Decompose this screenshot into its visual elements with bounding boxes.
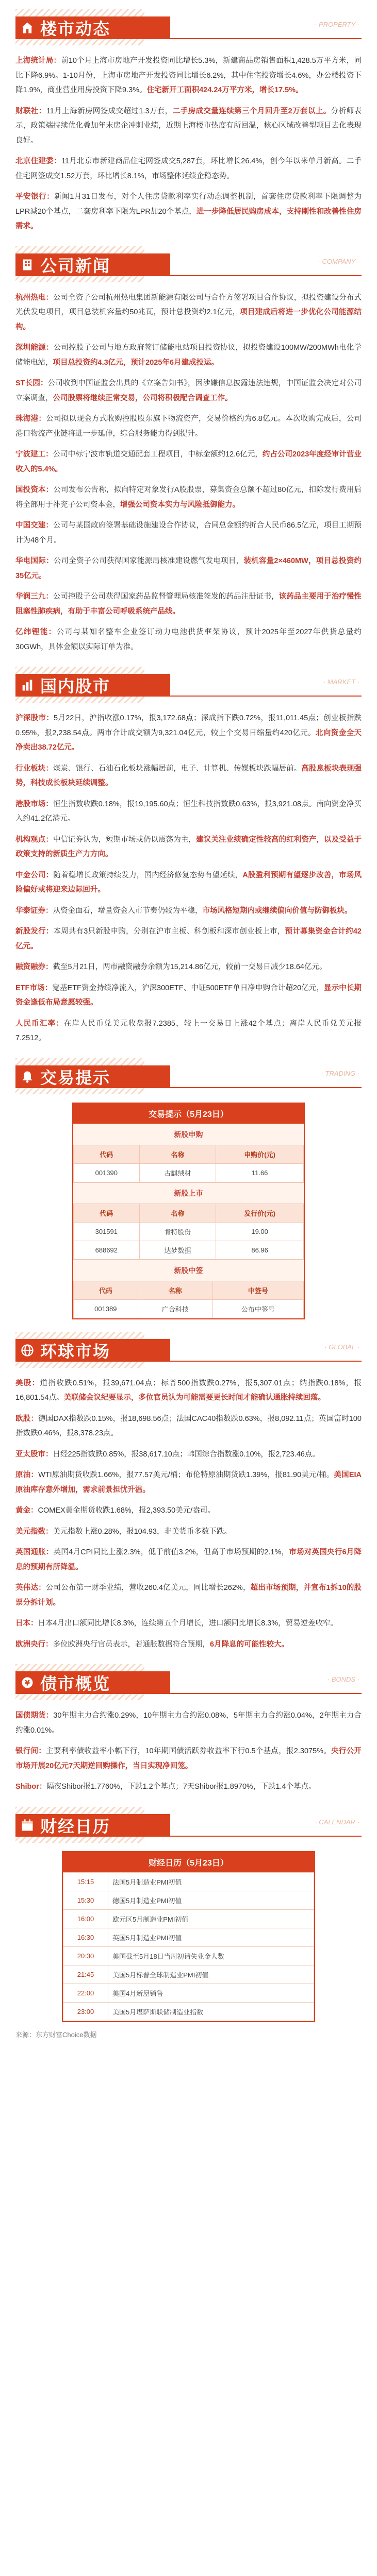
section-header [15,667,362,703]
news-text: 美元指数上涨0.28%，报104.93，非美货币多数下跌。 [53,1527,232,1536]
news-paragraph [15,1376,362,1405]
chart-icon [19,676,36,694]
news-source: 行业板块： [15,764,53,773]
news-text: 主要利率债收益率小幅下行，10年期国债活跃券收益率下行0.5个基点，报2.3075%。 [46,1747,332,1755]
header-rule [170,1087,362,1088]
section-company [15,246,362,655]
news-text: 公司拟以现金方式收购控股股东旗下物流资产，交易价格约为6.8亿元。本次收购完成后，公司港口物流产业链将进一步延伸，综合服务能力得到提升。 [15,415,362,438]
news-highlight: 装机容量2×460MW，项目总投资约35亿元。 [15,557,362,580]
table-cell: 001390 [74,1163,140,1182]
news-text: COMEX黄金期货收跌1.68%，报2,393.50美元/盎司。 [38,1506,215,1515]
news-source: 美元指数： [15,1527,53,1536]
news-highlight: 该药品主要用于治疗慢性阻塞性肺疾病，有助于丰富公司呼吸系统产品线。 [15,592,362,616]
calendar-time: 16:00 [63,1909,108,1928]
table-header-cell: 发行价(元) [216,1204,304,1222]
news-text: 分析师表示，政策端持续优化叠加年末房企冲刺业绩，近期上海楼市热度有所回温，核心区域改善型项目去化表现良好。 [15,107,362,145]
table-row [74,1222,304,1241]
news-paragraph [15,291,362,335]
news-source: 杭州热电： [15,293,53,302]
news-highlight: 住宅新开工面积424.24万平方米，增长17.5%。 [146,86,303,94]
news-source: 亚太股市： [15,1450,53,1459]
news-highlight: 超出市场预期，并宣布1拆10的股票分拆计划。 [15,1584,362,1607]
bell-icon [19,1068,36,1086]
news-source: 平安银行： [15,193,55,201]
table-cell: 301591 [74,1222,140,1241]
news-paragraph [15,1412,362,1441]
header-rule [170,1693,362,1694]
news-highlight: 增强公司资本实力与风险抵御能力。 [120,500,240,509]
table-row [74,1241,304,1259]
news-text: 公司控股子公司与地方政府签订储能电站项目投资协议，拟投资建设100MW/200MWh电化学储能电站， [15,344,362,367]
news-paragraph [15,761,362,791]
news-source: 中国交建： [15,521,54,530]
news-source: Shibor： [15,1783,47,1791]
calendar-time: 15:30 [63,1891,108,1909]
calendar-row [63,1984,314,2002]
news-highlight: 项目总投资约4.3亿元，预计2025年6月建成投运。 [53,358,219,367]
section-title: 公司新闻 [40,256,111,275]
news-paragraph [15,1545,362,1574]
table-cell: 688692 [74,1241,140,1259]
news-paragraph [15,711,362,755]
header-bar [15,253,170,276]
news-source: 英国通胀： [15,1548,54,1556]
header-rule [170,696,362,697]
news-text: 公司收到中国证监会出具的《立案告知书》，因涉嫌信息披露违法违规，中国证监会决定对公司立案调查， [15,379,362,402]
news-paragraph [15,341,362,370]
coin-icon [19,1674,36,1691]
news-paragraph [15,483,362,512]
news-text: 日本4月出口额同比增长8.3%，连续第五个月增长，进口额同比增长8.3%，贸易逆差收窄。 [38,1619,338,1628]
section-title: 交易提示 [40,1068,111,1087]
news-source: ST长园： [15,379,48,387]
section-en-label: · PROPERTY · [315,21,359,28]
section-header [15,1332,362,1368]
calendar-time: 23:00 [63,2002,108,2021]
table-header-row [74,1204,304,1222]
calendar-event: 英国5月制造业PMI初值 [108,1928,314,1946]
calendar-box [62,1851,315,2022]
table-header-cell: 名称 [139,1204,216,1222]
news-paragraph [15,797,362,826]
calendar-event: 美国5月堪萨斯联储制造业指数 [108,2002,314,2021]
section-en-label: · TRADING · [321,1069,359,1077]
source-footer: 来源：东方财富Choice数据 [15,2030,97,2039]
svg-text:¥: ¥ [25,1679,30,1688]
news-paragraph [15,904,362,919]
calendar-table [63,1872,314,2021]
section-title: 债市概览 [40,1674,111,1693]
news-paragraph [15,1468,362,1497]
table-cell: 001389 [74,1299,138,1318]
news-source: 欧股： [15,1414,39,1423]
news-text: 新闻1月31日发布，对个人住房贷款利率实行动态调整机制，首套住房贷款利率下限调整为LPR减20个基点，二套房利率下限为LPR加20个基点， [15,193,362,216]
news-source: 银行间： [15,1747,46,1755]
calendar-time: 16:30 [63,1928,108,1946]
header-bar [15,1671,170,1694]
news-text: 公司全资子公司获得国家能源局核准建设燃气发电项目， [53,557,244,565]
news-highlight: 美联储会议纪要显示，多位官员认为可能需要更长时间才能确认通胀持续回落。 [63,1394,326,1402]
table-cell: 公布中签号 [212,1299,303,1318]
globe-icon [19,1342,36,1359]
news-source: 北京住建委： [15,157,61,165]
news-source: 珠海港： [15,415,46,423]
section-trading [15,1058,362,1319]
news-highlight: 进一步降低居民购房成本，支持刚性和改善性住房需求。 [15,207,362,230]
news-text: 公司与某国政府签署基础设施建设合作协议，合同总金额约折合人民币86.5亿元，项目工期预计为48个月。 [15,521,362,545]
section-header [15,1664,362,1700]
calendar-time: 21:45 [63,1965,108,1984]
news-text: 道指收跌0.51%，报39,671.04点；标普500指数跌0.27%，报5,307.01点；纳指跌0.18%，报16,801.54点。 [15,1379,362,1402]
news-text: 恒生指数收跌0.18%，报19,195.60点；恒生科技指数跌0.63%，报3,921.08点。南向资金净买入约41.2亿港元。 [15,800,362,823]
news-highlight: 公司股票将继续正常交易，公司将积极配合调查工作。 [53,394,233,402]
news-text: 本周共有3只新股申购，分别在沪市主板、科创板和深市创业板上市， [53,927,285,936]
header-bar [15,16,170,39]
news-highlight: 市场风格短期内或继续偏向价值与防御板块。 [202,906,352,915]
news-paragraph [15,1581,362,1610]
news-text: 11月北京市新建商品住宅网签成交5,287套，环比增长26.4%，创今年以来单月新高。二手住宅网签成交1.52万套，环比增长8.1%，市场整体延续企稳态势。 [15,157,362,180]
news-paragraph [15,1503,362,1518]
header-rule [170,1361,362,1362]
calendar-row [63,1965,314,1984]
news-paragraph [15,104,362,148]
news-highlight: 显示中长期资金逢低布局意愿较强。 [15,984,362,1007]
section-title: 财经日历 [40,1817,111,1836]
news-highlight: 约占公司2023年度经审计营业收入的5.4%。 [15,450,362,473]
news-highlight: 预计募集资金合计约42亿元。 [15,927,362,951]
news-paragraph [15,54,362,98]
news-text: 公司与某知名整车企业签订动力电池供货框架协议，预计2025年至2027年供货总量约30GWh，具体金额以实际订单为准。 [15,628,362,651]
trading-tips-box [72,1103,305,1319]
news-source: ETF市场： [15,984,53,992]
news-text: 前10个月上海市房地产开发投资同比增长5.3%，新建商品房销售面积1,428.5万平方米，同比下降6.9%。1-10月份，上海市房地产开发投资同比增长6.2%，其中住宅投资增长4.6%，办公楼投资下降1.9%，商业营业用房投资下降9.3%。 [15,57,362,94]
header-bar [15,1065,170,1088]
news-paragraph [15,960,362,975]
header-rule [170,38,362,39]
news-highlight: 项目建成后将进一步优化公司能源结构。 [15,308,362,331]
news-text: 从资金面看，增量资金入市节奏仍较为平稳， [53,906,203,915]
section-property [15,9,362,234]
table-header-cell: 申购价(元) [216,1145,304,1163]
calendar-event: 德国5月制造业PMI初值 [108,1891,314,1909]
trading-table [73,1281,304,1318]
trading-table [73,1204,304,1260]
news-text: 截至5月21日，两市融资融券余额为15,214.86亿元，较前一交易日减少18.64亿元。 [53,963,327,971]
news-paragraph [15,625,362,654]
table-cell: 肯特股份 [139,1222,216,1241]
table-header-row [74,1281,304,1299]
news-paragraph [15,868,362,897]
news-source: 英伟达： [15,1584,46,1592]
news-text: 煤炭、银行、石油石化板块涨幅居前，电子、计算机、传媒板块跌幅居前。 [53,764,302,773]
calendar-row [63,1928,314,1946]
table-row [74,1163,304,1182]
calendar-event: 美国4月新屋销售 [108,1984,314,2002]
table-row [74,1299,304,1318]
news-highlight: 美国EIA原油库存意外增加，需求前景担忧升温。 [15,1471,362,1494]
article-root [15,9,362,2039]
news-text: 公司控股子公司获得国家药品监督管理局核准签发的药品注册证书， [53,592,279,601]
calendar-event: 美国5月标普全球制造业PMI初值 [108,1965,314,1984]
news-text: 在岸人民币兑美元收盘报7.2385，较上一交易日上涨42个基点；离岸人民币兑美元报7.2512。 [15,1019,362,1042]
trading-tips-caption: 交易提示（5月23日） [73,1104,304,1124]
news-paragraph [15,1524,362,1539]
news-text: 日经225指数跌0.85%，报38,617.10点；韩国综合指数涨0.10%，报2,723.46点。 [53,1450,320,1459]
news-paragraph [15,589,362,619]
news-text: 随着稳增长政策持续发力，国内经济修复态势有望延续， [53,871,243,879]
section-en-label: · COMPANY · [318,257,359,265]
news-highlight: 北向资金全天净卖出38.72亿元。 [15,728,362,752]
calendar-row [63,1946,314,1965]
news-source: 美股： [15,1379,40,1387]
news-source: 原油： [15,1471,39,1479]
news-paragraph [15,518,362,548]
table-header-cell: 名称 [139,1145,216,1163]
trading-table [73,1145,304,1182]
header-bar [15,1339,170,1362]
section-en-label: · GLOBAL · [324,1343,359,1351]
news-paragraph [15,981,362,1010]
news-source: 国投资本： [15,486,54,494]
news-source: 日本： [15,1619,38,1628]
news-source: 上海统计局： [15,57,61,65]
table-cell: 古麒绒材 [139,1163,216,1182]
section-header [15,1807,362,1843]
news-source: 宁波建工： [15,450,53,459]
calendar-event: 欧元区5月制造业PMI初值 [108,1909,314,1928]
news-source: 新股发行： [15,927,54,936]
calendar-icon [19,1817,36,1834]
table-group-label: 新股申购 [73,1124,304,1145]
news-source: 融资融券： [15,963,53,971]
news-highlight: 高股息板块表现强势，科技成长板块延续调整。 [15,764,362,787]
section-title: 环球市场 [40,1342,111,1361]
header-bar [15,1814,170,1837]
news-text: 公司公布第一财季业绩，营收260.4亿美元，同比增长262%， [45,1584,251,1592]
header-rule [170,1836,362,1837]
news-source: 沪深股市： [15,714,54,722]
news-paragraph [15,1780,362,1794]
calendar-time: 20:30 [63,1946,108,1965]
calendar-row [63,1891,314,1909]
news-paragraph [15,376,362,405]
news-text: 隔夜Shibor报1.7760%，下跌1.2个基点；7天Shibor报1.8970%，下跌1.4个基点。 [46,1783,316,1791]
table-header-cell: 名称 [138,1281,212,1299]
news-source: 华电国际： [15,557,54,565]
news-text: 公司全资子公司杭州热电集团新能源有限公司与合作方签署项目合作协议，拟投资建设分布式光伏发电项目，项目总装机容量约50兆瓦，预计总投资约2.1亿元， [15,293,362,316]
section-calendar [15,1807,362,2022]
news-source: 国债期货： [15,1711,54,1720]
news-source: 华泰证券： [15,906,53,915]
news-text: 多位欧洲央行官员表示，若通胀数据符合预期， [53,1640,210,1649]
news-paragraph [15,412,362,441]
header-bar [15,674,170,697]
table-header-cell: 中签号 [212,1281,303,1299]
section-header [15,9,362,45]
section-en-label: · CALENDAR · [315,1818,359,1826]
news-source: 欧洲央行： [15,1640,53,1649]
news-text: 5月22日，沪指收涨0.17%，报3,172.68点；深成指下跌0.72%，报11,011.45点；创业板指跌0.95%，报2,238.54点。两市合计成交额为9,321.04亿元，较上个交易日缩量约420亿元。 [15,714,362,737]
news-paragraph [15,554,362,583]
news-text: 11月上海新房网签成交超过1.3万套， [46,107,173,115]
section-global [15,1332,362,1652]
table-cell: 11.66 [216,1163,304,1182]
news-paragraph [15,1637,362,1652]
news-text: 公司发布公告称，拟向特定对象发行A股股票，募集资金总额不超过80亿元，扣除发行费用后将全部用于补充子公司资本金， [15,486,362,509]
table-cell: 广合科技 [138,1299,212,1318]
news-text: 英国4月CPI同比上涨2.3%，低于前值3.2%，但高于市场预期的2.1%， [53,1548,289,1556]
calendar-event: 美国截至5月18日当周初请失业金人数 [108,1946,314,1965]
table-header-cell: 代码 [74,1281,138,1299]
calendar-time: 15:15 [63,1872,108,1891]
building-icon [19,256,36,274]
news-source: 财联社： [15,107,46,115]
section-title: 国内股市 [40,677,111,696]
news-text: 德国DAX指数跌0.15%，报18,698.56点；法国CAC40指数跌0.63%，报8,092.11点；英国富时100指数跌0.46%，报8,378.23点。 [15,1414,362,1437]
news-paragraph [15,1447,362,1462]
section-en-label: · MARKET · [323,678,359,686]
table-group-label: 新股中签 [73,1260,304,1281]
news-highlight: 6月降息的可能性较大。 [210,1640,289,1649]
table-cell: 达梦数据 [139,1241,216,1259]
table-header-cell: 代码 [74,1204,140,1222]
news-text: 中信证券认为，短期市场或仍以震荡为主， [53,835,196,844]
house-icon [19,19,36,37]
table-group-label: 新股上市 [73,1182,304,1204]
news-source: 机构观点： [15,835,53,844]
calendar-time: 22:00 [63,1984,108,2002]
news-highlight: 央行公开市场开展20亿元7天期逆回购操作，当日实现净回笼。 [15,1747,362,1770]
news-paragraph [15,1016,362,1046]
news-paragraph [15,154,362,183]
news-source: 深圳能源： [15,344,54,352]
news-text: 公司中标宁波市轨道交通配套工程项目，中标金额约12.6亿元， [53,450,263,459]
news-text: 宽基ETF资金持续净流入，沪深300ETF、中证500ETF单日净申购合计超20亿元， [52,984,324,992]
calendar-caption: 财经日历（5月23日） [63,1852,314,1872]
news-highlight: 建议关注业绩确定性较高的红利资产，以及受益于政策支持的新质生产力方向。 [15,835,362,858]
news-paragraph [15,447,362,477]
news-source: 人民币汇率： [15,1019,64,1028]
news-paragraph [15,1616,362,1631]
news-highlight: 二手房成交量连续第三个月回升至2万套以上。 [172,107,331,115]
news-paragraph [15,1744,362,1773]
news-text: 30年期主力合约涨0.29%，10年期主力合约涨0.08%，5年期主力合约涨0.04%，2年期主力合约涨0.01%。 [15,1711,362,1735]
table-header-cell: 代码 [74,1145,140,1163]
news-source: 华润三九： [15,592,53,601]
table-cell: 86.96 [216,1241,304,1259]
news-source: 港股市场： [15,800,54,808]
section-header [15,246,362,282]
table-cell: 19.00 [216,1222,304,1241]
news-source: 亿纬锂能： [15,628,57,636]
calendar-row [63,1872,314,1891]
news-text: WTI原油期货收跌1.66%，报77.57美元/桶；布伦特原油期货跌1.39%，报81.90美元/桶。 [38,1471,334,1479]
table-header-row [74,1145,304,1163]
section-header [15,1058,362,1094]
header-rule [170,275,362,276]
news-source: 黄金： [15,1506,38,1515]
news-paragraph [15,924,362,954]
news-paragraph [15,1708,362,1738]
calendar-row [63,2002,314,2021]
news-source: 中金公司： [15,871,54,879]
section-title: 楼市动态 [40,20,111,38]
section-domestic [15,667,362,1046]
calendar-event: 法国5月制造业PMI初值 [108,1872,314,1891]
news-highlight: 市场对英国央行6月降息的预期有所降温。 [15,1548,362,1571]
section-en-label: · BONDS · [327,1675,359,1683]
calendar-row [63,1909,314,1928]
news-paragraph [15,833,362,862]
news-highlight: A股盈利预期有望逐步改善，市场风险偏好或将迎来边际回升。 [15,871,362,894]
news-paragraph [15,190,362,234]
section-bonds [15,1664,362,1794]
